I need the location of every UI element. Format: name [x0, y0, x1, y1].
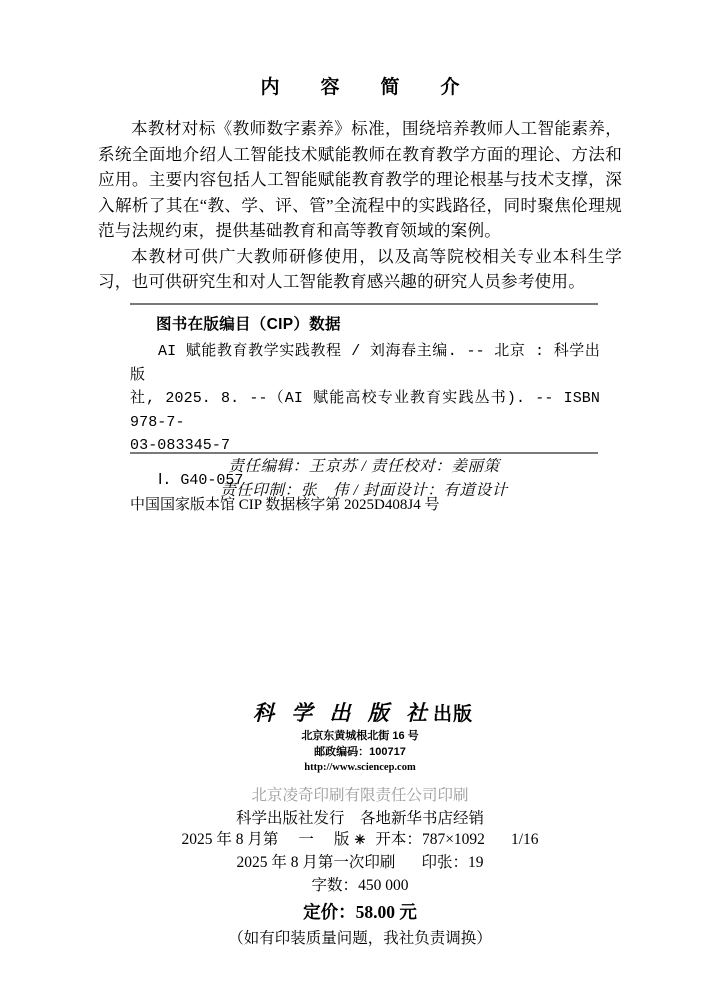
cip-entry-line-1: AI 赋能教育教学实践教程 / 刘海春主编. -- 北京 : 科学出版	[130, 343, 600, 384]
edition-line	[110, 828, 610, 851]
format-label: 开本：	[375, 831, 422, 848]
publisher-postcode: 邮政编码：100717	[314, 746, 406, 758]
cip-heading: 图书在版编目（CIP）数据	[156, 316, 341, 333]
staff-credits-section	[130, 455, 598, 503]
printer-name: 北京凌奇印刷有限责任公司印刷	[251, 787, 469, 804]
edition-ordinal: 一	[298, 831, 314, 848]
credit-editor-line: 责任编辑：王京苏 / 责任校对：姜丽策	[228, 458, 500, 475]
edition-word: 版	[333, 831, 350, 848]
publisher-address: 北京东黄城根北街 16 号	[301, 730, 419, 742]
word-count-line	[110, 874, 610, 897]
publisher-logo	[110, 700, 610, 728]
publisher-name: 科 学 出 版 社	[252, 701, 433, 725]
edition-date: 2025 年 8 月第	[181, 831, 279, 848]
publisher-colophon	[110, 700, 610, 848]
publisher-website: http://www.sciencep.com	[304, 762, 416, 773]
credit-printing-line: 责任印制：张 伟 / 封面设计：有道设计	[220, 482, 508, 499]
asterisk-separator-icon: ✳	[354, 832, 366, 847]
publisher-verb: 出版	[432, 704, 473, 725]
cip-entry-line-2: 社, 2025. 8. --（AI 赋能高校专业教育实践丛书). -- ISBN 978-7-	[130, 390, 600, 431]
format-fraction: 1/16	[510, 831, 539, 848]
words-value: 450 000	[358, 877, 409, 894]
divider-top	[130, 303, 598, 305]
cip-entry-line-3: 03-083345-7	[130, 437, 231, 454]
cip-classification-number: Ⅰ. G40-057	[158, 471, 244, 489]
content-summary-section	[98, 72, 622, 295]
cip-entry	[130, 340, 600, 458]
printing-specs-section	[110, 828, 610, 951]
page-title: 内 容 简 介	[260, 77, 471, 98]
words-label: 字数：	[311, 877, 359, 894]
sheets-value: 19	[467, 854, 484, 871]
print-date: 2025 年 8 月第一次印刷	[236, 854, 396, 871]
summary-paragraph-1: 本教材对标《教师数字素养》标准，围绕培养教师人工智能素养，系统全面地介绍人工智能技术赋能教师在教育教学方面的理论、方法和应用。主要内容包括人工智能赋能教育教学的理论根基与技术支撑，深入解析了其在“教、学、评、管”全流程中的实践路径，同时聚焦伦理规范与法规约束，提供基础教育和高等教育领域的案例。	[98, 119, 622, 240]
print-run-line	[110, 851, 610, 874]
sheets-label: 印张：	[421, 854, 468, 871]
summary-paragraph-2: 本教材可供广大教师研修使用，以及高等院校相关专业本科生学习，也可供研究生和对人工智能教育感兴趣的研究人员参考使用。	[98, 246, 622, 291]
quality-notice: （如有印装质量问题，我社负责调换）	[228, 930, 492, 947]
distribution-info: 科学出版社发行 各地新华书店经销	[235, 810, 484, 827]
format-value: 787×1092	[421, 831, 485, 848]
cip-archive-number: 中国国家版本馆 CIP 数据核字第 2025D408J4 号	[130, 497, 440, 513]
price-line: 定价：58.00 元	[303, 902, 417, 922]
